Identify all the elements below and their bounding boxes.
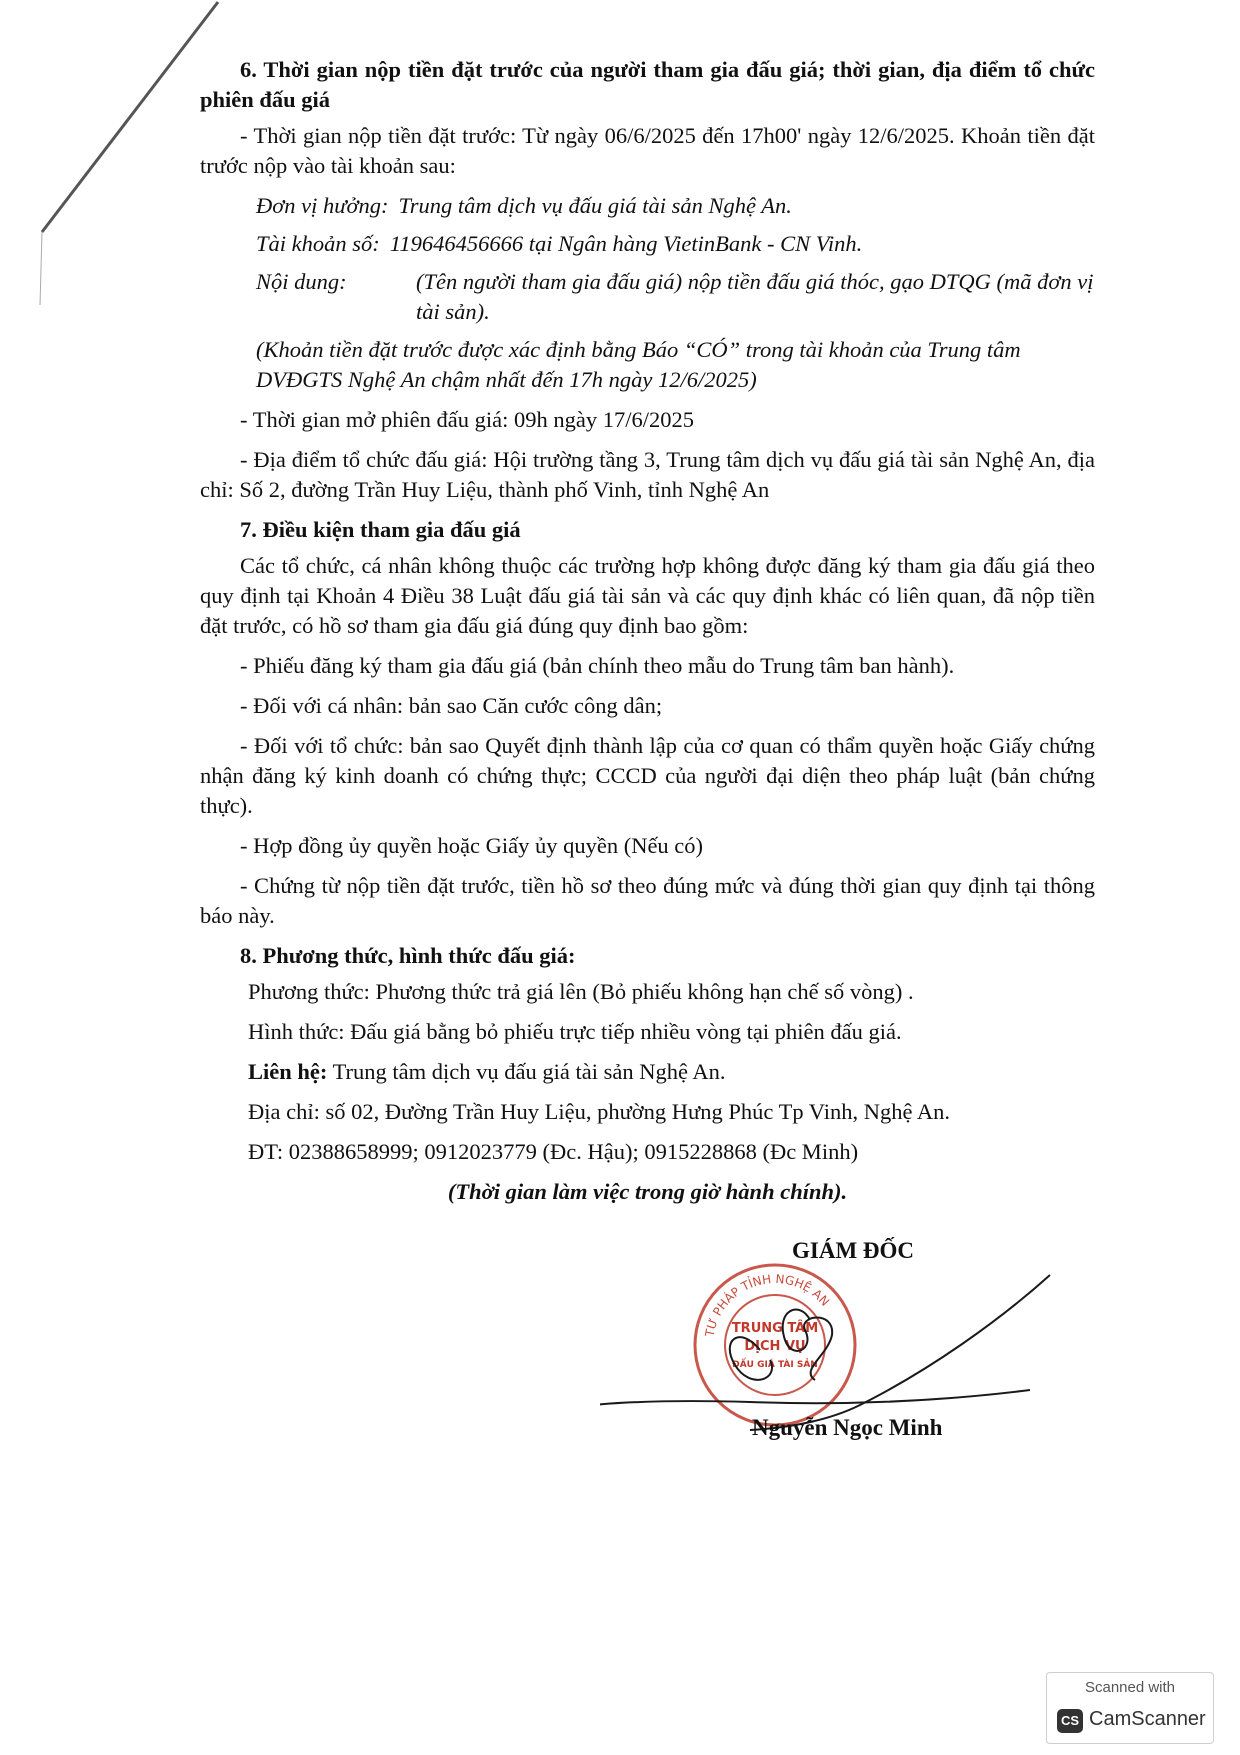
account-label: Tài khoản số: [256,231,380,256]
content-label: Nội dung: [256,269,347,294]
deposit-note: (Khoản tiền đặt trước được xác định bằng Báo “CÓ” trong tài khoản của Trung tâm DVĐGTS Nghệ An chậm nhất đến 17h ngày 12/6/2025) [256,337,1021,392]
stamp-line: DỊCH VỤ [744,1339,806,1354]
section-8-heading: 8. Phương thức, hình thức đấu giá: [240,943,576,968]
watermark-brand: CamScanner [1089,1708,1206,1730]
auction-location: - Địa điểm tổ chức đấu giá: Hội trường tầng 3, Trung tâm dịch vụ đấu giá tài sản Nghệ An, địa chỉ: Số 2, đường Trần Huy Liệu, thành phố Vinh, tỉnh Nghệ An [200,447,1095,502]
watermark-top-text: Scanned with [1084,1679,1176,1696]
auction-form: Hình thức: Đấu giá bằng bỏ phiếu trực tiếp nhiều vòng tại phiên đấu giá. [248,1019,902,1044]
contact-address: Địa chỉ: số 02, Đường Trần Huy Liệu, phường Hưng Phúc Tp Vinh, Nghệ An. [248,1099,950,1124]
beneficiary-value: Trung tâm dịch vụ đấu giá tài sản Nghệ An. [398,193,792,218]
contact-phone: ĐT: 02388658999; 0912023779 (Đc. Hậu); 0915228868 (Đc Minh) [248,1139,859,1164]
conditions-intro: Các tổ chức, cá nhân không thuộc các trường hợp không được đăng ký tham gia đấu giá theo quy định tại Khoản 4 Điều 38 Luật đấu giá tài sản và các quy định khác có liên quan, đã nộp tiền đặt trước, có hồ sơ tham gia đấu giá đúng quy định bao gồm: [200,553,1095,638]
contact-line [248,1057,1095,1087]
director-title: GIÁM ĐỐC [792,1238,915,1263]
document-body [200,55,1095,1217]
opening-time [200,405,1095,435]
content-row [256,267,1095,327]
beneficiary-row [256,191,1095,221]
working-hours-note: (Thời gian làm việc trong giờ hành chính). [447,1179,848,1204]
stamp-line: ĐẤU GIÁ TÀI SẢN [732,1360,818,1370]
condition-item: - Đối với tổ chức: bản sao Quyết định thành lập của cơ quan có thẩm quyền hoặc Giấy chứng nhận đăng ký kinh doanh có chứng thực; CCCD của người đại diện theo pháp luật (bản chứng thực). [200,733,1095,818]
stamp-ring-text: TƯ PHÁP TỈNH NGHỆ AN [702,1271,833,1338]
signature-block [600,1230,1080,1460]
contact-label: Liên hệ: [248,1059,328,1084]
camscanner-logo-icon: CS [1057,1709,1083,1733]
content-value: (Tên người tham gia đấu giá) nộp tiền đấu giá thóc, gạo DTQG (mã đơn vị tài sản). [416,269,1094,324]
account-row [256,229,1095,259]
camscanner-watermark [1046,1672,1214,1744]
condition-item: - Phiếu đăng ký tham gia đấu giá (bản chính theo mẫu do Trung tâm ban hành). [240,653,955,678]
signer-name: Nguyễn Ngọc Minh [752,1415,943,1440]
beneficiary-label: Đơn vị hưởng: [256,193,389,218]
stamp-line: TRUNG TÂM [731,1321,819,1336]
deposit-time: - Thời gian nộp tiền đặt trước: Từ ngày 06/6/2025 đến 17h00' ngày 12/6/2025. Khoản tiền đặt trước nộp vào tài khoản sau: [200,123,1095,178]
contact-value: Trung tâm dịch vụ đấu giá tài sản Nghệ An. [332,1059,726,1084]
account-value: 119646456666 tại Ngân hàng VietinBank - CN Vinh. [389,231,863,256]
condition-item: - Đối với cá nhân: bản sao Căn cước công dân; [240,693,663,718]
condition-item: - Chứng từ nộp tiền đặt trước, tiền hồ sơ theo đúng mức và đúng thời gian quy định tại thông báo này. [200,873,1095,928]
auction-method: Phương thức: Phương thức trả giá lên (Bỏ phiếu không hạn chế số vòng) . [248,979,914,1004]
condition-item: - Hợp đồng ủy quyền hoặc Giấy ủy quyền (Nếu có) [240,833,704,858]
section-6-heading: 6. Thời gian nộp tiền đặt trước của người tham gia đấu giá; thời gian, địa điểm tổ chức phiên đấu giá [200,57,1095,112]
opening-time-text: - Thời gian mở phiên đấu giá: 09h ngày 17/6/2025 [240,407,694,432]
section-7-heading: 7. Điều kiện tham gia đấu giá [240,517,521,542]
